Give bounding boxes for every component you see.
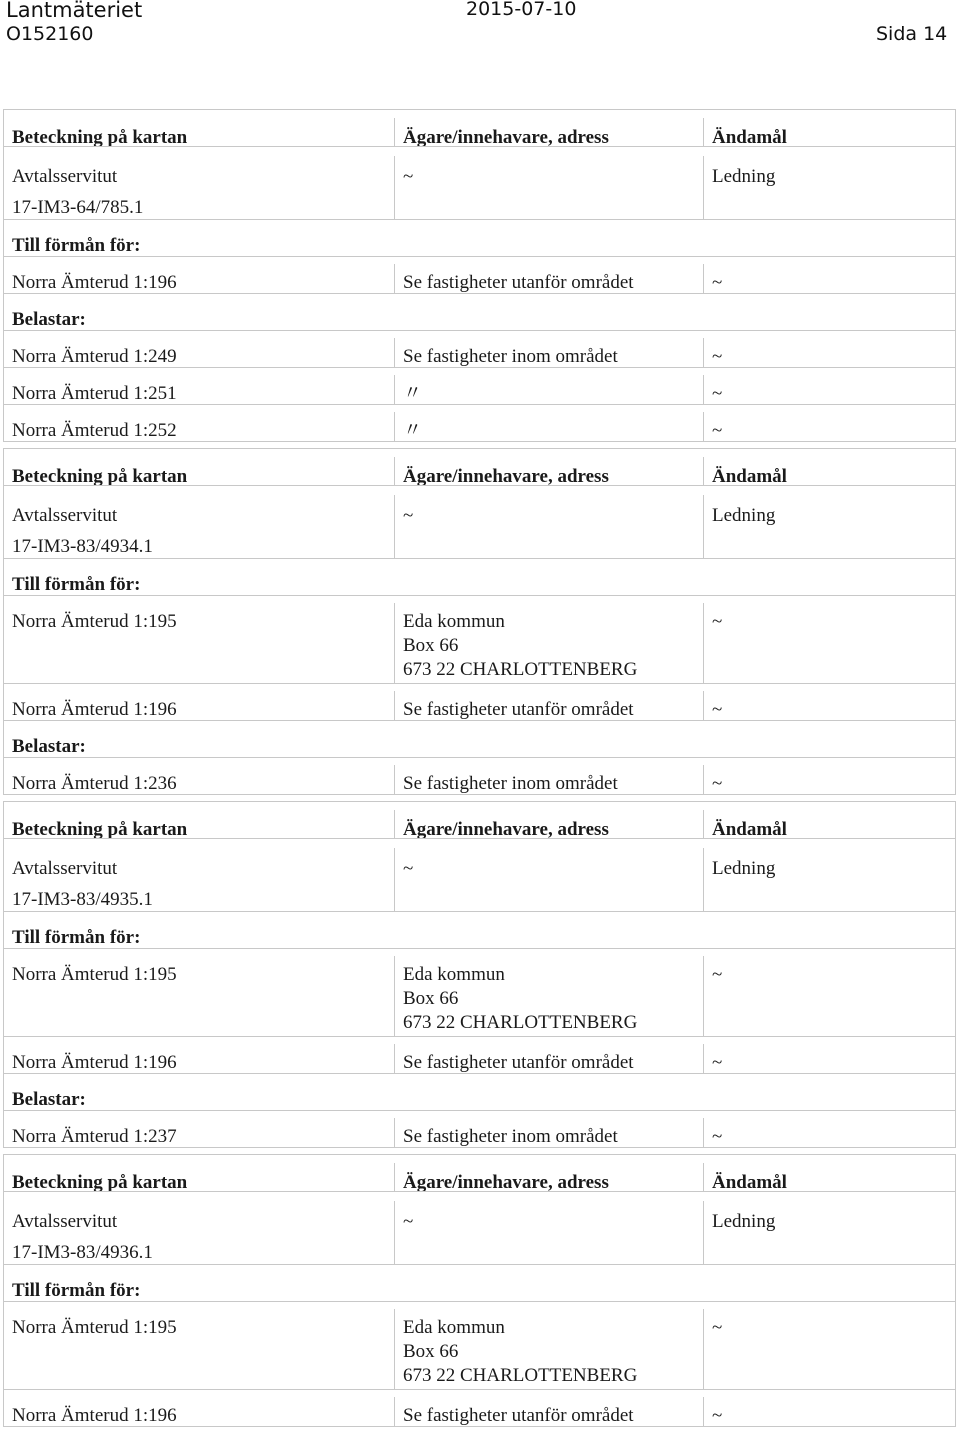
purpose-cell: ~ <box>712 272 723 293</box>
property-name: Norra Ämterud 1:252 <box>4 412 395 441</box>
servitut-purpose: Ledning <box>712 505 776 526</box>
purpose-cell: ~ <box>712 1126 723 1147</box>
property-name: Norra Ämterud 1:196 <box>4 1397 395 1426</box>
owner-address-line: Box 66 <box>403 988 459 1009</box>
servitut-designation <box>4 1201 395 1264</box>
purpose-cell: ~ <box>712 611 723 632</box>
favor-row <box>4 256 955 293</box>
servitut-id: 17-IM3-64/785.1 <box>12 197 144 218</box>
owner-cell: 〃 <box>395 375 704 404</box>
owner-address-line: 673 22 CHARLOTTENBERG <box>403 659 638 680</box>
column-header-owner: Ägare/innehavare, adress <box>395 1163 704 1191</box>
column-header-designation: Beteckning på kartan <box>4 810 395 838</box>
servitut-type: Avtalsservitut <box>12 166 118 187</box>
servitut-owner: ~ <box>395 1201 704 1264</box>
servitut-type: Avtalsservitut <box>12 1211 118 1232</box>
servitut-row <box>4 146 955 219</box>
burden-label-row <box>4 720 955 757</box>
favor-row <box>4 1036 955 1073</box>
servitut-id: 17-IM3-83/4934.1 <box>12 536 153 557</box>
column-header-purpose: Ändamål <box>712 1172 787 1191</box>
favor-label-row <box>4 558 955 595</box>
purpose-cell: ~ <box>712 773 723 794</box>
column-header-owner: Ägare/innehavare, adress <box>395 810 704 838</box>
owner-address-line: Eda kommun <box>403 964 505 985</box>
owner-cell <box>395 603 704 683</box>
burden-label-row <box>4 293 955 330</box>
favor-row <box>4 595 955 683</box>
servitut-type: Avtalsservitut <box>12 505 118 526</box>
column-header-purpose: Ändamål <box>712 466 787 485</box>
purpose-cell: ~ <box>712 1052 723 1073</box>
servitut-type: Avtalsservitut <box>12 858 118 879</box>
burden-row <box>4 367 955 404</box>
servitut-row <box>4 838 955 911</box>
owner-address-line: 673 22 CHARLOTTENBERG <box>403 1012 638 1033</box>
favor-label-row <box>4 1264 955 1301</box>
owner-cell: Se fastigheter utanför området <box>395 1044 704 1073</box>
favor-label-row <box>4 219 955 256</box>
servitut-block <box>3 109 956 442</box>
table-header-row <box>4 110 955 146</box>
burden-row <box>4 1110 955 1147</box>
property-name: Norra Ämterud 1:195 <box>4 1309 395 1389</box>
document-date: 2015-07-10 <box>466 0 577 20</box>
owner-cell <box>395 956 704 1036</box>
favor-label: Till förmån för: <box>12 1280 141 1301</box>
column-header-owner: Ägare/innehavare, adress <box>395 118 704 146</box>
column-header-owner: Ägare/innehavare, adress <box>395 457 704 485</box>
favor-label-row <box>4 911 955 948</box>
favor-row <box>4 1389 955 1426</box>
purpose-cell: ~ <box>712 699 723 720</box>
servitut-block <box>3 448 956 795</box>
servitut-block <box>3 1154 956 1427</box>
burden-label-row <box>4 1073 955 1110</box>
table-header-row <box>4 449 955 485</box>
burden-row <box>4 757 955 794</box>
property-name: Norra Ämterud 1:196 <box>4 691 395 720</box>
owner-address-line: Eda kommun <box>403 1317 505 1338</box>
servitut-owner: ~ <box>395 495 704 558</box>
purpose-cell: ~ <box>712 383 723 404</box>
property-name: Norra Ämterud 1:236 <box>4 765 395 794</box>
purpose-cell: ~ <box>712 1317 723 1338</box>
owner-cell: Se fastigheter utanför området <box>395 691 704 720</box>
column-header-purpose: Ändamål <box>712 127 787 146</box>
burden-label: Belastar: <box>12 309 86 330</box>
burden-label: Belastar: <box>12 736 86 757</box>
favor-row <box>4 948 955 1036</box>
document-id: O152160 <box>6 23 94 45</box>
favor-label: Till förmån för: <box>12 235 141 256</box>
owner-cell: Se fastigheter utanför området <box>395 1397 704 1426</box>
property-name: Norra Ämterud 1:195 <box>4 603 395 683</box>
favor-label: Till förmån för: <box>12 574 141 595</box>
owner-address-line: Eda kommun <box>403 611 505 632</box>
servitut-id: 17-IM3-83/4935.1 <box>12 889 153 910</box>
property-name: Norra Ämterud 1:196 <box>4 264 395 293</box>
servitut-purpose: Ledning <box>712 1211 776 1232</box>
owner-cell: Se fastigheter inom området <box>395 1118 704 1147</box>
favor-label: Till förmån för: <box>12 927 141 948</box>
servitut-designation <box>4 156 395 219</box>
owner-address-line: 673 22 CHARLOTTENBERG <box>403 1365 638 1386</box>
owner-cell <box>395 1309 704 1389</box>
burden-row <box>4 330 955 367</box>
owner-address-line: Box 66 <box>403 1341 459 1362</box>
owner-address-line: Box 66 <box>403 635 459 656</box>
owner-cell: Se fastigheter inom området <box>395 765 704 794</box>
column-header-purpose: Ändamål <box>712 819 787 838</box>
servitut-designation <box>4 495 395 558</box>
purpose-cell: ~ <box>712 1405 723 1426</box>
property-name: Norra Ämterud 1:237 <box>4 1118 395 1147</box>
servitut-owner: ~ <box>395 848 704 911</box>
servitut-designation <box>4 848 395 911</box>
property-name: Norra Ämterud 1:195 <box>4 956 395 1036</box>
servitut-purpose: Ledning <box>712 858 776 879</box>
purpose-cell: ~ <box>712 346 723 367</box>
column-header-designation: Beteckning på kartan <box>4 118 395 146</box>
column-header-designation: Beteckning på kartan <box>4 1163 395 1191</box>
burden-label: Belastar: <box>12 1089 86 1110</box>
servitut-row <box>4 1191 955 1264</box>
owner-cell: Se fastigheter inom området <box>395 338 704 367</box>
table-header-row <box>4 1155 955 1191</box>
table-header-row <box>4 802 955 838</box>
purpose-cell: ~ <box>712 420 723 441</box>
column-header-designation: Beteckning på kartan <box>4 457 395 485</box>
property-name: Norra Ämterud 1:249 <box>4 338 395 367</box>
servitut-purpose: Ledning <box>712 166 776 187</box>
burden-row <box>4 404 955 441</box>
servitut-owner: ~ <box>395 156 704 219</box>
servitut-block <box>3 801 956 1148</box>
property-name: Norra Ämterud 1:196 <box>4 1044 395 1073</box>
favor-row <box>4 683 955 720</box>
page-number: Sida 14 <box>876 23 948 45</box>
owner-cell: 〃 <box>395 412 704 441</box>
favor-row <box>4 1301 955 1389</box>
owner-cell: Se fastigheter utanför området <box>395 264 704 293</box>
servitut-list <box>3 109 956 1433</box>
purpose-cell: ~ <box>712 964 723 985</box>
org-name: Lantmäteriet <box>6 0 143 22</box>
servitut-row <box>4 485 955 558</box>
servitut-id: 17-IM3-83/4936.1 <box>12 1242 153 1263</box>
property-name: Norra Ämterud 1:251 <box>4 375 395 404</box>
